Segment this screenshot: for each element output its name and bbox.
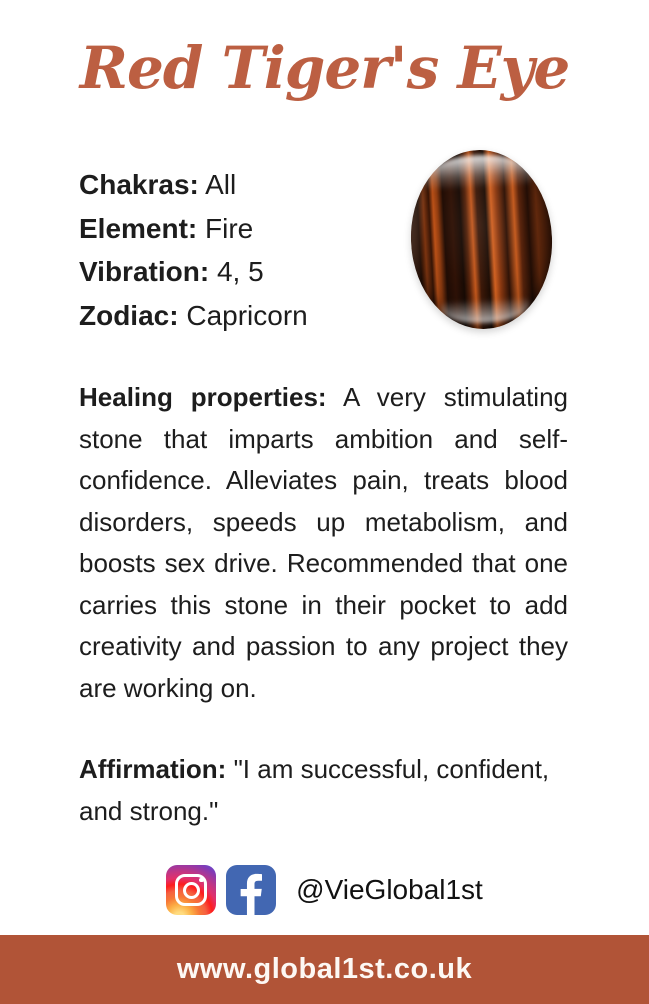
- affirmation-text: "I am successful, confident, and strong.": [79, 754, 550, 826]
- instagram-icon[interactable]: [166, 865, 216, 915]
- stone-highlight-bottom: [440, 287, 531, 326]
- facebook-icon[interactable]: [226, 865, 276, 915]
- healing-text: A very stimulating stone that imparts ambition and self-confidence. Alleviates pain, treats blood disorders, speeds up metabolism, and boosts sex drive. Recommended that one carries this stone in their pocket to add creativity and passion to any project they are working on.: [79, 382, 568, 703]
- info-row-chakras: [79, 163, 308, 207]
- page-title: Red Tiger's Eye: [79, 34, 570, 102]
- info-value: 4, 5: [216, 256, 264, 287]
- instagram-camera-lens: [183, 882, 200, 899]
- info-row-zodiac: [79, 294, 308, 338]
- info-value: All: [205, 169, 237, 200]
- footer-bar: [0, 935, 649, 1004]
- affirmation-paragraph: [79, 748, 568, 832]
- info-list: [79, 163, 308, 337]
- affirmation-label: Affirmation:: [79, 754, 227, 784]
- info-value: Fire: [205, 212, 254, 244]
- healing-label: Healing properties:: [79, 382, 327, 412]
- info-row-element: [79, 207, 308, 251]
- stone-photo: [406, 146, 556, 332]
- healing-paragraph: [79, 377, 568, 709]
- info-value: Capricorn: [186, 299, 308, 331]
- footer-url[interactable]: www.global1st.co.uk: [176, 953, 473, 985]
- info-label: Vibration:: [79, 256, 210, 287]
- info-row-vibration: [79, 250, 308, 294]
- stone-highlight-top: [423, 152, 534, 204]
- info-label: Chakras:: [79, 169, 199, 200]
- instagram-flash-dot: [199, 878, 204, 883]
- social-row: [0, 865, 649, 915]
- info-label: Zodiac:: [79, 299, 179, 331]
- facebook-f-glyph: [226, 865, 276, 915]
- info-label: Element:: [79, 212, 198, 244]
- social-handle: @VieGlobal1st: [296, 874, 483, 905]
